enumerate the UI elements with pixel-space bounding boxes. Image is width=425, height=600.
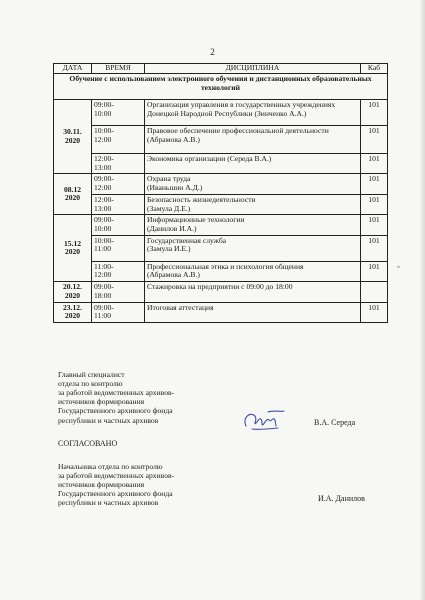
table-row bbox=[54, 194, 388, 214]
time-cell: 09:00- 10:00 bbox=[92, 215, 145, 235]
table-row bbox=[54, 261, 388, 281]
time-cell: 10:00- 12:00 bbox=[92, 126, 145, 154]
discipline-cell: Правовое обеспечение профессиональной деятельности (Абрамова А.В.) bbox=[145, 126, 361, 154]
table-header-row bbox=[54, 64, 388, 74]
header-time: ВРЕМЯ bbox=[92, 64, 145, 74]
time-cell: 09:00- 12:00 bbox=[92, 174, 145, 194]
room-cell: 101 bbox=[361, 261, 388, 281]
signatory-name: В.А. Середа bbox=[314, 418, 356, 427]
room-cell: 101 bbox=[361, 235, 388, 261]
schedule-body bbox=[54, 74, 388, 323]
room-cell: 101 bbox=[361, 194, 388, 214]
date-cell: 30.11. 2020 bbox=[54, 100, 92, 174]
group-title-row bbox=[54, 74, 388, 100]
room-cell: 101 bbox=[361, 100, 388, 126]
approval-label: СОГЛАСОВАНО bbox=[58, 439, 118, 448]
room-cell: 101 bbox=[361, 174, 388, 194]
table-row bbox=[54, 126, 388, 154]
discipline-cell: Государственная служба (Замула И.Е.) bbox=[145, 235, 361, 261]
stray-mark: » bbox=[397, 264, 400, 270]
room-cell: 101 bbox=[361, 215, 388, 235]
date-cell: 15.12 2020 bbox=[54, 215, 92, 282]
time-cell: 09:00- 10:00 bbox=[92, 100, 145, 126]
header-discipline: ДИСЦИПЛИНА bbox=[145, 64, 361, 74]
room-cell: 101 bbox=[361, 302, 388, 322]
date-cell: 08.12 2020 bbox=[54, 174, 92, 215]
date-cell: 23.12. 2020 bbox=[54, 302, 92, 322]
discipline-cell: Экономика организации (Середа В.А.) bbox=[145, 154, 361, 174]
table-row bbox=[54, 174, 388, 194]
handwritten-signature bbox=[240, 408, 288, 434]
group-title: Обучение с использованием электронного обучения и дистанционных образовательных технологий bbox=[54, 74, 388, 100]
table-row bbox=[54, 100, 388, 126]
room-cell: 101 bbox=[361, 126, 388, 154]
table-row bbox=[54, 282, 388, 302]
time-cell: 12:00- 13:00 bbox=[92, 194, 145, 214]
table-row bbox=[54, 235, 388, 261]
time-cell: 09:00- 18:00 bbox=[92, 282, 145, 302]
signatory-position: Главный специалист отдела по контролю за работой ведомственных архивов- источников формирования Государственного архивного фонда республики и частных архивов bbox=[58, 370, 175, 425]
discipline-cell: Безопасность жизнедеятельности (Замула Д.Е.) bbox=[145, 194, 361, 214]
discipline-cell: Стажировка на предприятии с 09:00 до 18:00 bbox=[145, 282, 361, 302]
discipline-cell: Профессиональная этика и психология общения (Абрамова А.В.) bbox=[145, 261, 361, 281]
discipline-cell: Организация управления в государственных учреждениях Донецкой Народной Республики (Зинченко А.А.) bbox=[145, 100, 361, 126]
room-cell bbox=[361, 282, 388, 302]
table-row bbox=[54, 302, 388, 322]
header-room: Каб bbox=[361, 64, 388, 74]
time-cell: 09:00- 11:00 bbox=[92, 302, 145, 322]
date-cell: 20.12. 2020 bbox=[54, 282, 92, 302]
table-row bbox=[54, 215, 388, 235]
page-number: 2 bbox=[210, 47, 215, 57]
schedule-table bbox=[53, 63, 388, 323]
room-cell: 101 bbox=[361, 154, 388, 174]
discipline-cell: Информационные технологии (Данилов И.А.) bbox=[145, 215, 361, 235]
time-cell: 12:00- 13:00 bbox=[92, 154, 145, 174]
header-date: ДАТА bbox=[54, 64, 92, 74]
discipline-cell: Охрана труда (Иваньшин А.Д.) bbox=[145, 174, 361, 194]
approver-name: И.А. Данилов bbox=[318, 494, 365, 503]
time-cell: 11:00- 12:00 bbox=[92, 261, 145, 281]
time-cell: 10:00- 11:00 bbox=[92, 235, 145, 261]
table-row bbox=[54, 154, 388, 174]
approver-position: Начальника отдела по контролю за работой ведомственных архивов- источников формирования Государственного архивного фонда республики и частных архивов bbox=[58, 462, 175, 508]
page-edge-shadow bbox=[419, 0, 425, 600]
discipline-cell: Итоговая аттестация bbox=[145, 302, 361, 322]
